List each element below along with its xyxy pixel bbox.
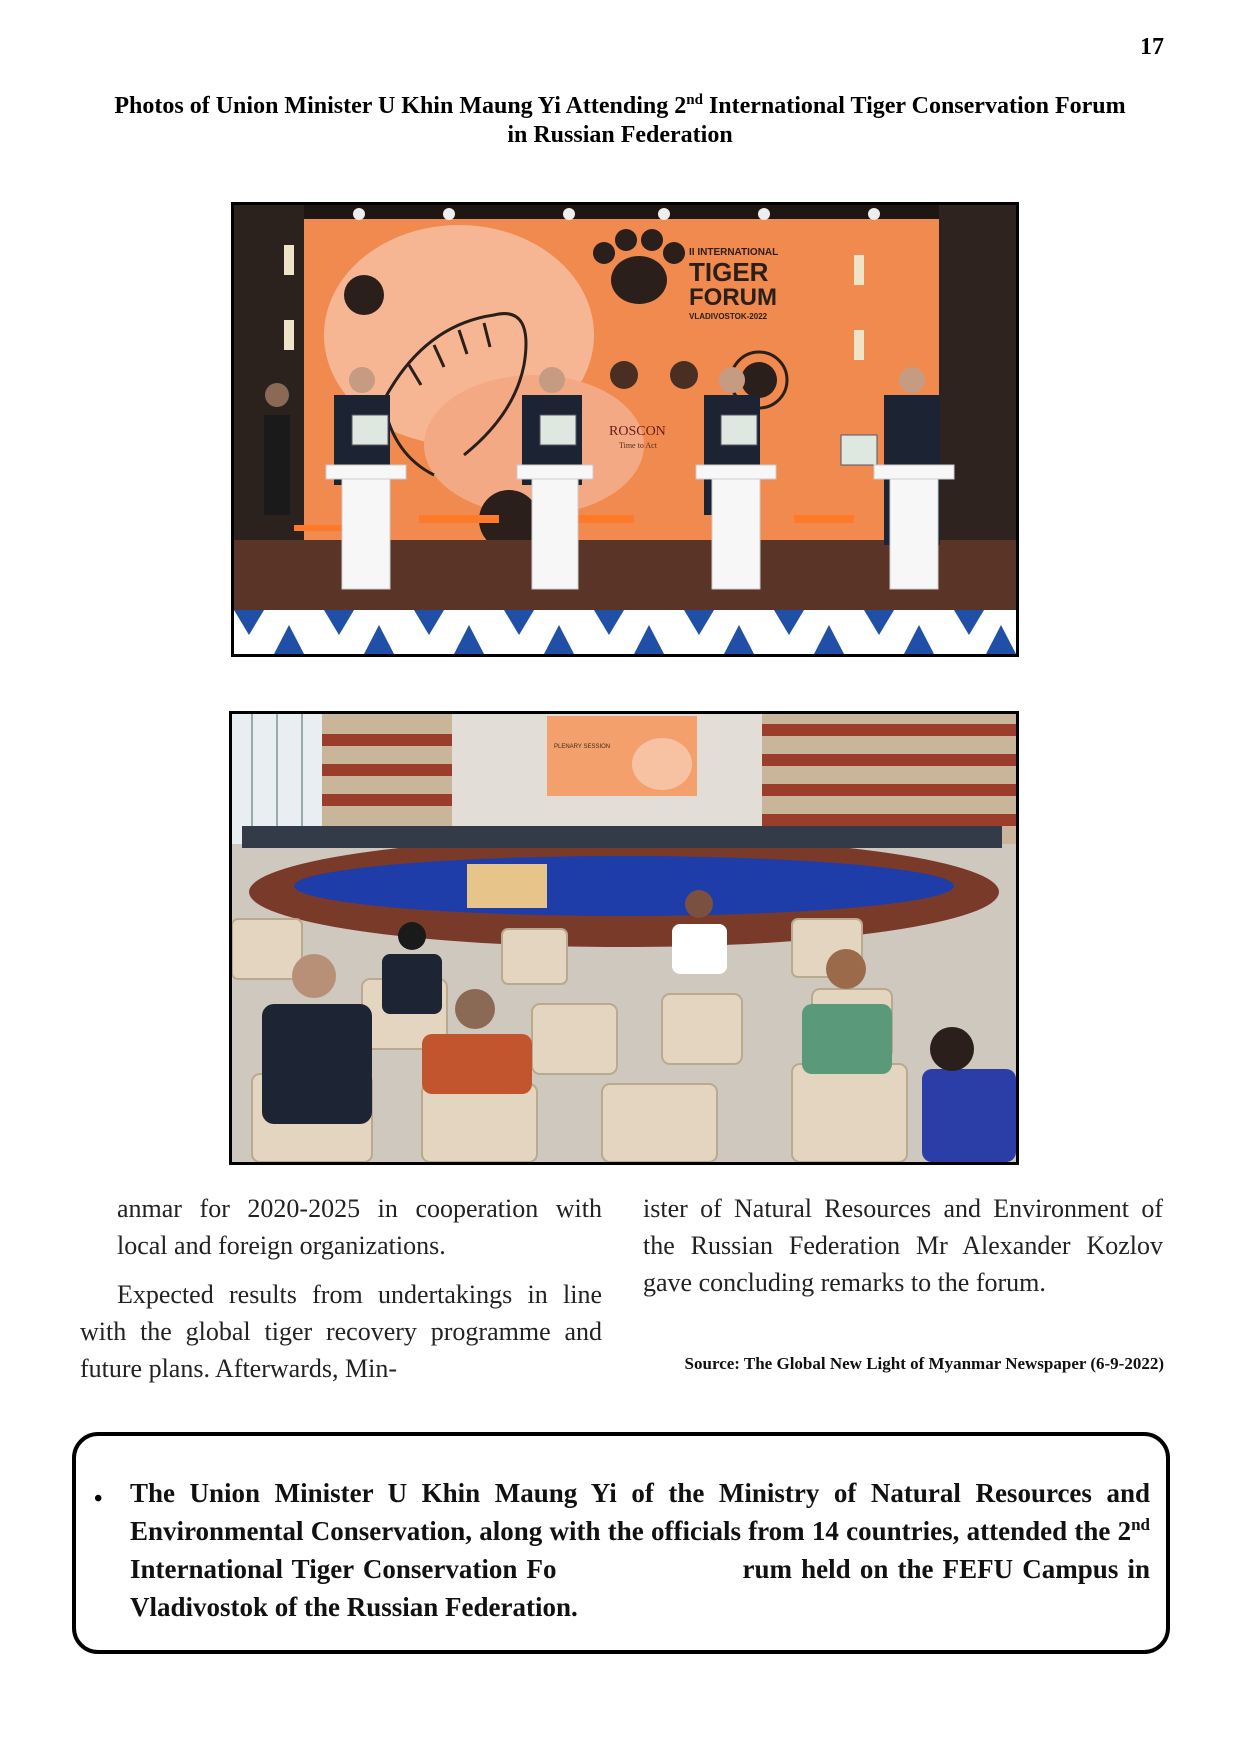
- screen-text: PLENARY SESSION: [554, 744, 611, 750]
- article-paragraph-1: anmar for 2020-2025 in cooperation with local and foreign organizations.: [117, 1194, 602, 1260]
- callout-text: [130, 1474, 1150, 1626]
- bullet-icon: •: [94, 1486, 103, 1512]
- banner-line2: TIGER: [689, 257, 769, 287]
- callout-text-c: rum held on the FEFU Campus in Vladivostok of the Russian Federation.: [130, 1554, 1151, 1622]
- page-title: [60, 92, 1180, 150]
- article-right-column: [643, 1190, 1163, 1301]
- banner-line3: FORUM: [689, 284, 777, 311]
- summary-callout-box: [72, 1432, 1170, 1654]
- title-text: Photos of Union Minister U Khin Maung Yi Attending 2: [114, 93, 687, 119]
- source-citation: Source: The Global New Light of Myanmar Newspaper (6-9-2022): [684, 1354, 1164, 1373]
- title-superscript: nd: [686, 92, 703, 108]
- article-paragraph-2: Expected results from undertakings in line with the global tiger recovery programme and future plans. Afterwards, Min-: [80, 1280, 602, 1383]
- banner-sponsor: ROSCON: [609, 424, 666, 439]
- banner-line1: II INTERNATIONAL: [689, 247, 779, 258]
- title-line-2: in Russian Federation: [507, 122, 733, 148]
- forum-stage-illustration: [234, 205, 1016, 654]
- article-left-column: [80, 1190, 602, 1387]
- banner-line4: VLADIVOSTOK-2022: [689, 312, 768, 321]
- article-paragraph-3: ister of Natural Resources and Environment of the Russian Federation Mr Alexander Kozlov gave concluding remarks to the forum.: [643, 1194, 1163, 1297]
- callout-superscript: nd: [1131, 1515, 1150, 1534]
- callout-text-b: International Tiger Conservation Fo: [130, 1554, 557, 1584]
- callout-text-a: The Union Minister U Khin Maung Yi of the Ministry of Natural Resources and Environmental Conservation, along with the officials from 14 countries, attended the 2: [130, 1478, 1150, 1546]
- plenary-session-photo: [229, 711, 1019, 1165]
- title-text-cont: International Tiger Conservation Forum: [702, 93, 1126, 119]
- plenary-session-illustration: [232, 714, 1016, 1162]
- page-number: 17: [1140, 34, 1164, 60]
- banner-sponsor-tag: Time to Act: [619, 441, 657, 450]
- forum-stage-photo: [231, 202, 1019, 657]
